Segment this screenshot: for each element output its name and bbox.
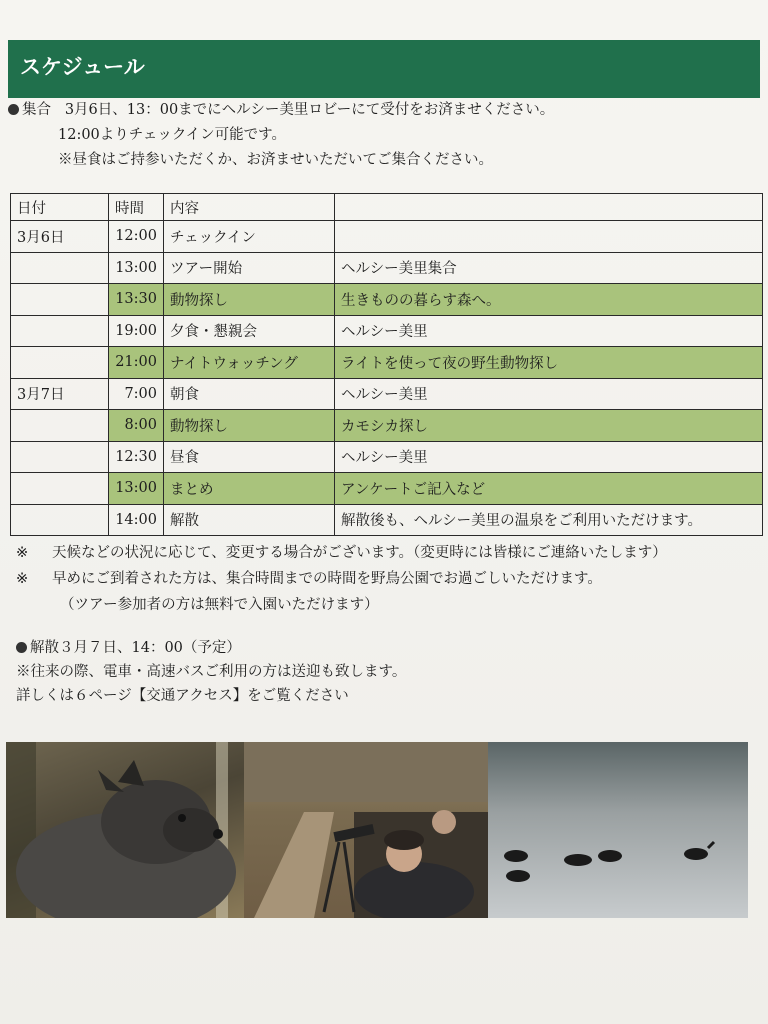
row-date <box>11 410 109 442</box>
row-time: 13:30 <box>109 284 164 316</box>
table-row <box>11 473 763 505</box>
table-row <box>11 441 763 473</box>
bullet-icon <box>16 642 27 653</box>
note-line-3: （ツアー参加者の方は無料で入園いただけます） <box>60 597 379 613</box>
row-note: ヘルシー美里 <box>335 315 763 347</box>
row-date <box>11 473 109 505</box>
row-date <box>11 441 109 473</box>
table-row <box>11 252 763 284</box>
row-time: 8:00 <box>109 410 164 442</box>
note-line-2: 早めにご到着された方は、集合時間までの時間を野鳥公園でお過ごしいただけます。 <box>52 571 602 587</box>
row-note: ヘルシー美里集合 <box>335 252 763 284</box>
section-header-bar <box>8 40 760 98</box>
row-item: 昼食 <box>164 441 335 473</box>
bullet-icon <box>8 104 19 115</box>
row-note: アンケートご記入など <box>335 473 763 505</box>
photo-strip <box>6 742 748 918</box>
row-note: カモシカ探し <box>335 410 763 442</box>
row-time: 12:00 <box>109 221 164 253</box>
meeting-line-1: 3月6日、13：00までにヘルシー美里ロビーにて受付をお済ませください。 <box>64 102 555 118</box>
row-item: 動物探し <box>164 284 335 316</box>
deer-on-snow-photo <box>488 742 748 918</box>
row-note: ヘルシー美里 <box>335 441 763 473</box>
meeting-line-2: 12:00よりチェックイン可能です。 <box>58 127 286 143</box>
row-date: 3月6日 <box>11 221 109 253</box>
row-time: 7:00 <box>109 378 164 410</box>
row-time: 19:00 <box>109 315 164 347</box>
row-time: 21:00 <box>109 347 164 379</box>
section-title: スケジュール <box>20 55 145 79</box>
header-content: 内容 <box>164 194 335 221</box>
row-item: ナイトウォッチング <box>164 347 335 379</box>
header-date: 日付 <box>11 194 109 221</box>
row-note <box>335 221 763 253</box>
row-item: ツアー開始 <box>164 252 335 284</box>
row-note: 生きものの暮らす森へ。 <box>335 284 763 316</box>
row-item: チェックイン <box>164 221 335 253</box>
row-date <box>11 504 109 536</box>
row-time: 12:30 <box>109 441 164 473</box>
row-time: 13:00 <box>109 252 164 284</box>
schedule-table <box>10 193 763 536</box>
birdwatchers-photo <box>244 742 488 918</box>
table-row <box>11 410 763 442</box>
row-item: 夕食・懇親会 <box>164 315 335 347</box>
table-row <box>11 347 763 379</box>
disband-line-3: 詳しくは６ページ【交通アクセス】をご覧ください <box>16 688 349 704</box>
header-time: 時間 <box>109 194 164 221</box>
notes <box>16 540 667 618</box>
table-row <box>11 504 763 536</box>
row-note: ライトを使って夜の野生動物探し <box>335 347 763 379</box>
table-row <box>11 315 763 347</box>
row-date <box>11 347 109 379</box>
row-date: 3月7日 <box>11 378 109 410</box>
row-time: 14:00 <box>109 504 164 536</box>
disband-line-2: ※往来の際、電車・高速バスご利用の方は送迎も致します。 <box>16 664 407 680</box>
row-item: 朝食 <box>164 378 335 410</box>
row-item: まとめ <box>164 473 335 505</box>
row-date <box>11 284 109 316</box>
note-line-1: 天候などの状況に応じて、変更する場合がございます。（変更時には皆様にご連絡いたします） <box>52 545 667 561</box>
note-mark: ※ <box>16 545 29 561</box>
meeting-label: 集合 <box>22 102 51 118</box>
meeting-line-3: ※昼食はご持参いただくか、お済ませいただいてご集合ください。 <box>58 152 493 168</box>
disband-info <box>16 636 406 708</box>
disband-line-1: 解散３月７日、14：00（予定） <box>30 640 241 656</box>
row-item: 動物探し <box>164 410 335 442</box>
row-note: ヘルシー美里 <box>335 378 763 410</box>
meeting-info <box>8 98 554 173</box>
serow-photo <box>6 742 244 918</box>
row-note: 解散後も、ヘルシー美里の温泉をご利用いただけます。 <box>335 504 763 536</box>
table-header-row <box>11 194 763 221</box>
row-date <box>11 252 109 284</box>
note-mark: ※ <box>16 571 29 587</box>
row-time: 13:00 <box>109 473 164 505</box>
table-row <box>11 378 763 410</box>
row-date <box>11 315 109 347</box>
table-row <box>11 284 763 316</box>
table-row <box>11 221 763 253</box>
row-item: 解散 <box>164 504 335 536</box>
header-notes <box>335 194 763 221</box>
